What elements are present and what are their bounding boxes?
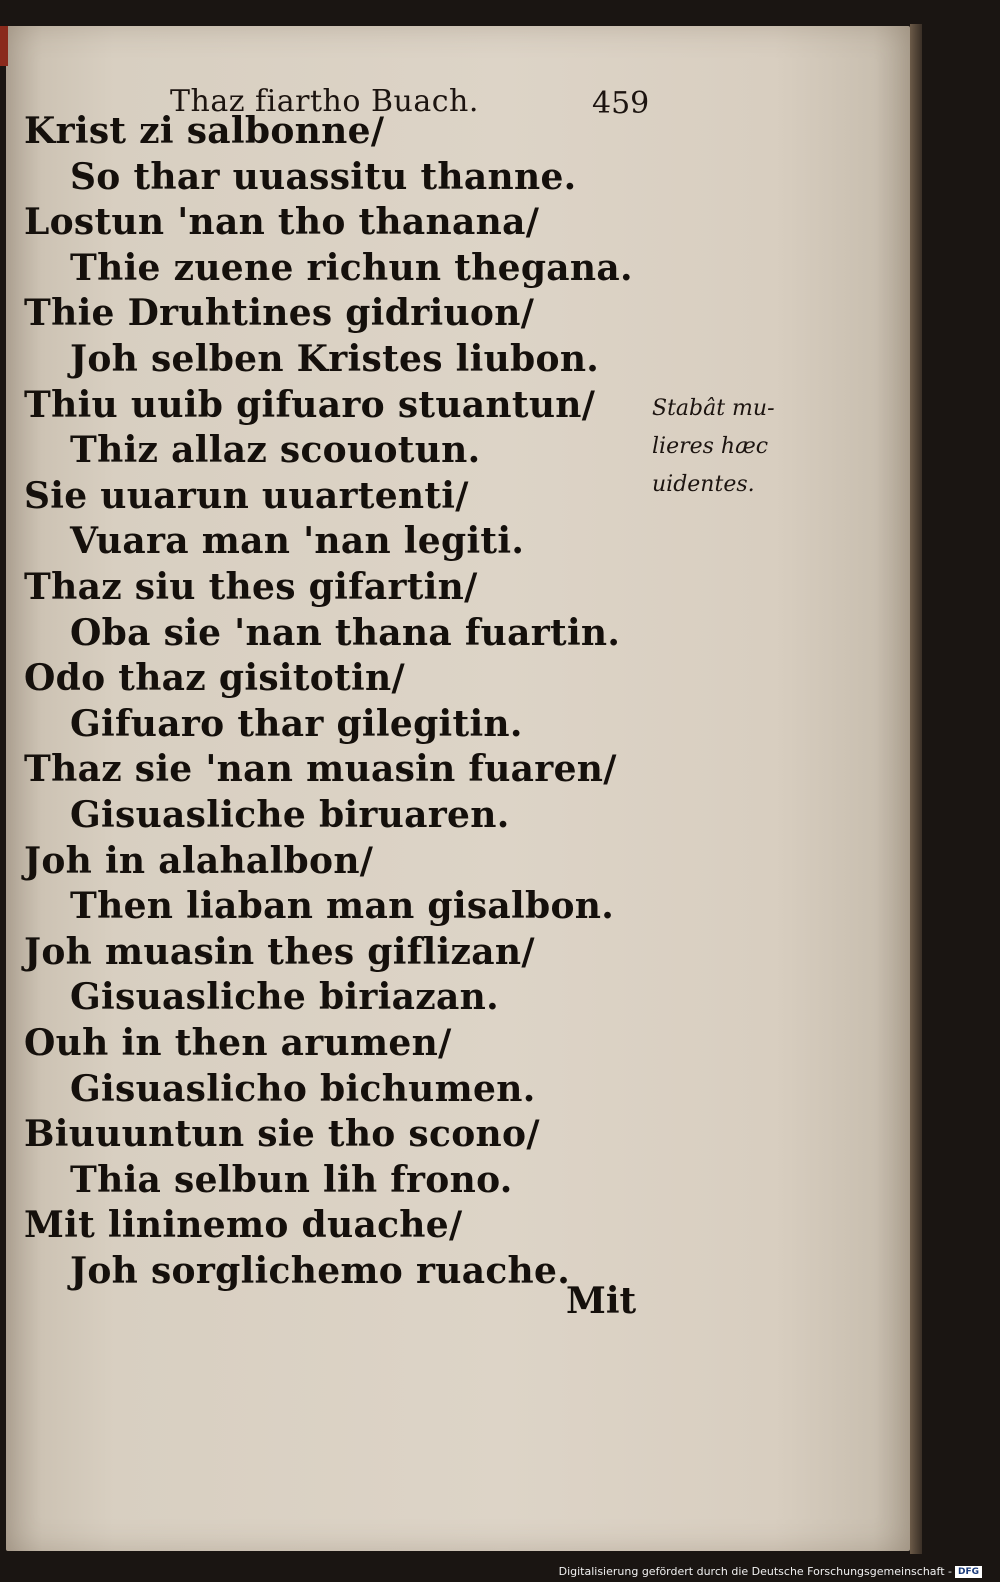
verse-line: Joh in alahalbon/ — [24, 839, 374, 882]
verse-line: Krist zi salbonne/ — [24, 110, 385, 152]
verse-line: Joh sorglichemo ruache. — [70, 1250, 571, 1292]
verse-line: Oba sie 'nan thana fuartin. — [70, 611, 621, 654]
page-tab-marker — [0, 26, 8, 66]
verse-line: Thiz allaz scouotun. — [70, 429, 481, 472]
verse-line: Thie Druhtines gidriuon/ — [24, 292, 535, 335]
verse-line: Gisuasliche biriazan. — [70, 976, 499, 1019]
verse-line: Gifuaro thar gilegitin. — [70, 702, 523, 745]
verse-line: Sie uuarun uuartenti/ — [24, 474, 469, 517]
verse-line: Odo thaz gisitotin/ — [24, 657, 405, 700]
verse-line: Biuuuntun sie tho scono/ — [24, 1113, 540, 1156]
verse-line: Lostun 'nan tho thanana/ — [24, 201, 540, 244]
margin-note-line: lieres hæc — [652, 434, 769, 459]
verse-line: So thar uuassitu thanne. — [70, 155, 577, 198]
catchword: Mit — [566, 1280, 637, 1322]
margin-note — [652, 390, 775, 504]
verse-line: Thaz sie 'nan muasin fuaren/ — [24, 748, 617, 791]
verse-line: Thaz siu thes gifartin/ — [24, 566, 478, 608]
running-head: Thaz fiartho Buach. — [170, 84, 479, 119]
verse-line: Gisuaslicho bichumen. — [70, 1067, 536, 1110]
dfg-logo-icon: DFG — [955, 1566, 982, 1578]
verse-line: Thia selbun lih frono. — [70, 1158, 513, 1201]
verse-line: Then liaban man gisalbon. — [70, 885, 615, 928]
verse-line: Joh muasin thes giflizan/ — [24, 930, 535, 973]
margin-note-line: uidentes. — [652, 472, 755, 497]
verse-line: Joh selben Kristes liubon. — [70, 338, 600, 380]
verse-line: Mit lininemo duache/ — [24, 1204, 463, 1247]
verse-line: Thiu uuib gifuaro stuantun/ — [24, 383, 596, 426]
footer-credit — [559, 1565, 982, 1578]
page-edge — [910, 24, 922, 1554]
verse-line: Vuara man 'nan legiti. — [70, 520, 525, 563]
verse-line: Ouh in then arumen/ — [24, 1022, 452, 1064]
margin-note-line: Stabât mu- — [652, 396, 775, 421]
page-number: 459 — [592, 86, 650, 121]
verse-line: Gisuasliche biruaren. — [70, 794, 510, 836]
verse-line: Thie zuene richun thegana. — [70, 246, 633, 289]
footer-text: Digitalisierung gefördert durch die Deutsche Forschungsgemeinschaft - — [558, 1565, 952, 1578]
